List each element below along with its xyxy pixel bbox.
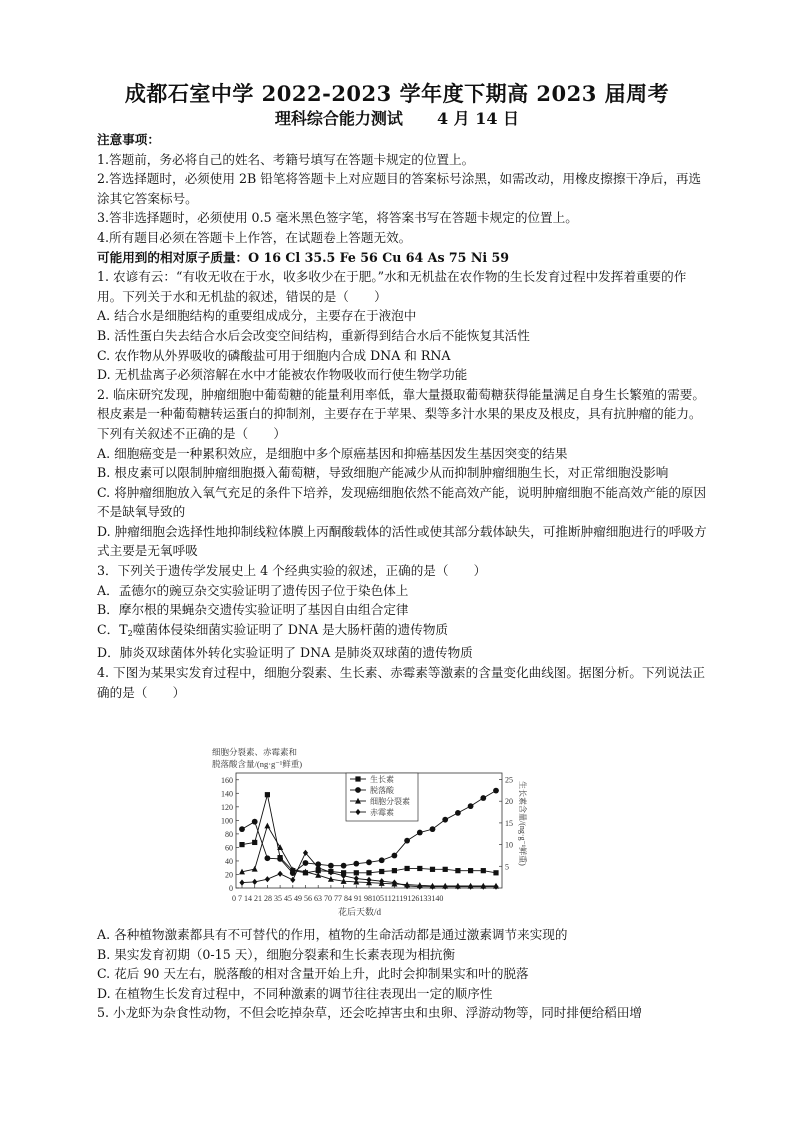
legend-marker	[355, 776, 360, 781]
data-point	[481, 868, 486, 873]
data-point	[379, 869, 384, 874]
question-4-stem: 4. 下图为某果实发育过程中，细胞分裂素、生长素、赤霉素等激素的含量变化曲线图。据图分析。下列说法正确的是（ ）	[97, 665, 705, 700]
legend-marker	[355, 787, 361, 793]
data-point	[366, 859, 372, 865]
data-point	[442, 817, 448, 823]
exam-subtitle	[0, 106, 794, 129]
data-point	[252, 879, 257, 885]
data-point	[493, 870, 498, 875]
data-point	[481, 884, 486, 890]
y-right-tick-label: 10	[505, 840, 513, 850]
hormone-chart	[200, 745, 532, 917]
y-left-label-line1: 细胞分裂素、赤霉素和	[212, 747, 298, 757]
question-1-stem: 1. 农谚有云：“有收无收在于水，收多收少在于肥。”水和无机盐在农作物的生长发育过程中发挥着重要的作用。下列关于水和无机盐的叙述，错误的是（ ）	[97, 269, 687, 304]
question-3-option: D．肺炎双球菌体外转化实验证明了 DNA 是肺炎双球菌的遗传物质	[97, 645, 473, 661]
data-point	[455, 868, 460, 873]
data-point	[354, 875, 359, 881]
data-point	[328, 863, 334, 869]
data-point	[265, 876, 270, 882]
data-point	[455, 884, 460, 890]
question-5-stem: 5. 小龙虾为杂食性动物，不但会吃掉杂草，还会吃掉害虫和虫卵、浮游动物等，同时排便给稻田增	[97, 1005, 642, 1021]
data-point	[404, 838, 410, 844]
data-point	[303, 860, 309, 866]
data-point	[277, 856, 283, 862]
question-3-stem: 3．下列关于遗传学发展史上 4 个经典实验的叙述，正确的是（ ）	[97, 563, 487, 579]
data-point	[239, 842, 244, 847]
data-point	[480, 795, 486, 801]
y-left-tick-label: 120	[221, 802, 233, 812]
question-2-stem: 2. 临床研究发现，肿瘤细胞中葡萄糖的能量利用率低，靠大量摄取葡萄糖获得能量满足自身生长繁殖的需要。根皮素是一种葡萄糖转运蛋白的抑制剂，主要存在于苹果、梨等多汁水果的果皮及根皮，具有抗肿瘤的能力。下列有关叙述不正确的是（ ）	[97, 386, 705, 441]
y-left-tick-label: 20	[225, 870, 233, 880]
data-point	[264, 823, 270, 829]
y-right-tick-label: 15	[505, 818, 513, 828]
data-point	[417, 884, 422, 890]
data-point	[430, 826, 436, 832]
legend-label: 赤霉素	[370, 808, 394, 817]
data-point	[290, 877, 295, 883]
exam-body	[97, 130, 711, 702]
data-point	[265, 792, 270, 797]
legend-label: 细胞分裂素	[370, 797, 410, 806]
legend-label: 生长素	[370, 775, 394, 784]
data-point	[455, 810, 461, 816]
y-left-tick-label: 40	[225, 856, 233, 866]
notice-item: 3.答非选择题时，必须使用 0.5 毫米黑色签字笔，将答案书写在答题卡规定的位置上。	[97, 210, 578, 226]
option-c-text: 噬菌体侵染细菌实验证明了 DNA 是大肠杆菌的遗传物质	[132, 621, 449, 637]
atomic-mass-label: 可能用到的相对原子质量：	[97, 249, 249, 265]
y-left-tick-label: 100	[221, 816, 233, 826]
data-point	[493, 884, 498, 890]
y-right-tick-label: 5	[505, 862, 509, 872]
question-1-option: B. 活性蛋白失去结合水后会改变空间结构，重新得到结合水后不能恢复其活性	[97, 327, 530, 343]
data-point	[392, 868, 397, 873]
x-tick-labels: 0 7 14 21 28 35 45 49 56 63 70 77 84 91 98105112119126133140	[232, 894, 444, 903]
data-point	[252, 840, 257, 845]
question-1-option: C. 农作物从外界吸收的磷酸盐可用于细胞内合成 DNA 和 RNA	[97, 347, 451, 363]
question-2-option: C. 将肿瘤细胞放入氧气充足的条件下培养，发现癌细胞依然不能高效产能，说明肿瘤细胞不能高效产能的原因不是缺氧导致的	[97, 484, 707, 520]
notice-item: 2.答选择题时，必须使用 2B 铅笔将答题卡上对应题目的答案标号涂黑，如需改动，用橡皮擦擦干净后，再选涂其它答案标号。	[97, 171, 702, 206]
subscript-2: 2	[127, 628, 133, 638]
question-3-option	[97, 620, 711, 644]
exam-body-continued	[97, 925, 711, 1023]
notice-heading: 注意事项：	[97, 132, 160, 147]
legend-label: 脱落酸	[370, 786, 394, 795]
question-4-option: C. 花后 90 天左右，脱落酸的相对含量开始上升，此时会抑制果实和叶的脱落	[97, 966, 529, 982]
y-right-tick-label: 25	[505, 775, 513, 785]
data-point	[417, 830, 423, 836]
data-point	[252, 819, 258, 825]
y-left-tick-label: 60	[225, 843, 233, 853]
y-right-label: 生长素含量/(ng·g⁻¹鲜重)	[518, 781, 527, 866]
data-point	[239, 826, 245, 832]
data-point	[468, 884, 473, 890]
data-point	[366, 870, 371, 875]
y-left-tick-label: 0	[229, 884, 233, 893]
data-point	[239, 879, 244, 885]
data-point	[443, 884, 448, 890]
data-point	[468, 868, 473, 873]
atomic-mass-values: O 16 Cl 35.5 Fe 56 Cu 64 As 75 Ni 59	[248, 249, 510, 265]
question-4-option: D. 在植物生长发育过程中，不同种激素的调节往往表现出一定的顺序性	[97, 985, 493, 1001]
option-c-prefix: C．T	[97, 621, 128, 637]
data-point	[443, 867, 448, 872]
y-right-tick-label: 20	[505, 797, 513, 807]
question-1-option: A. 结合水是细胞结构的重要组成成分，主要存在于液泡中	[97, 308, 417, 324]
data-point	[252, 866, 258, 872]
question-3-option: A．孟德尔的豌豆杂交实验证明了遗传因子位于染色体上	[97, 582, 409, 598]
question-2-option: A. 细胞癌变是一种累积效应，是细胞中多个原癌基因和抑癌基因发生基因突变的结果	[97, 445, 568, 461]
data-point	[341, 863, 347, 869]
data-point	[493, 788, 499, 794]
data-point	[353, 861, 359, 867]
data-point	[417, 866, 422, 871]
chart-legend	[346, 773, 418, 821]
data-point	[265, 855, 271, 861]
question-3-option: B．摩尔根的果蝇杂交遗传实验证明了基因自由组合定律	[97, 602, 409, 618]
y-left-tick-label: 140	[221, 789, 233, 799]
x-axis-title: 花后天数/d	[338, 907, 382, 917]
y-left-label-line2: 脱落酸含量/(ng·g⁻¹鲜重)	[212, 759, 303, 769]
question-2-option: B. 根皮素可以限制肿瘤细胞摄入葡萄糖，导致细胞产能减少从而抑制肿瘤细胞生长，对正常细胞没影响	[97, 465, 669, 481]
exam-date: 4 月 14 日	[436, 109, 520, 128]
exam-title: 成都石室中学 2022-2023 学年度下期高 2023 届周考	[124, 81, 670, 106]
data-point	[430, 867, 435, 872]
data-point	[354, 870, 359, 875]
data-point	[379, 857, 385, 863]
data-point	[468, 803, 474, 809]
notice-item: 1.答题前，务必将自己的姓名、考籍号填写在答题卡规定的位置上。	[97, 151, 475, 167]
data-point	[430, 884, 435, 890]
y-left-tick-label: 80	[225, 829, 233, 839]
data-point	[405, 866, 410, 871]
atomic-mass-line	[97, 248, 711, 268]
question-4-option: B. 果实发育初期（0-15 天），细胞分裂素和生长素表现为相抗衡	[97, 946, 456, 962]
subtitle-text: 理科综合能力测试	[274, 109, 403, 128]
y-left-tick-label: 160	[221, 775, 233, 785]
question-1-option: D. 无机盐离子必须溶解在水中才能被农作物吸收而行使生物学功能	[97, 367, 468, 383]
question-2-option: D. 肿瘤细胞会选择性地抑制线粒体膜上丙酮酸载体的活性或使其部分载体缺失，可推断肿瘤细胞进行的呼吸方式主要是无氧呼吸	[97, 523, 707, 559]
data-point	[392, 853, 398, 859]
question-4-option: A. 各种植物激素都具有不可替代的作用，植物的生命活动都是通过激素调节来实现的	[97, 927, 568, 942]
data-point	[278, 871, 283, 877]
notice-item: 4.所有题目必须在答题卡上作答，在试题卷上答题无效。	[97, 229, 412, 245]
